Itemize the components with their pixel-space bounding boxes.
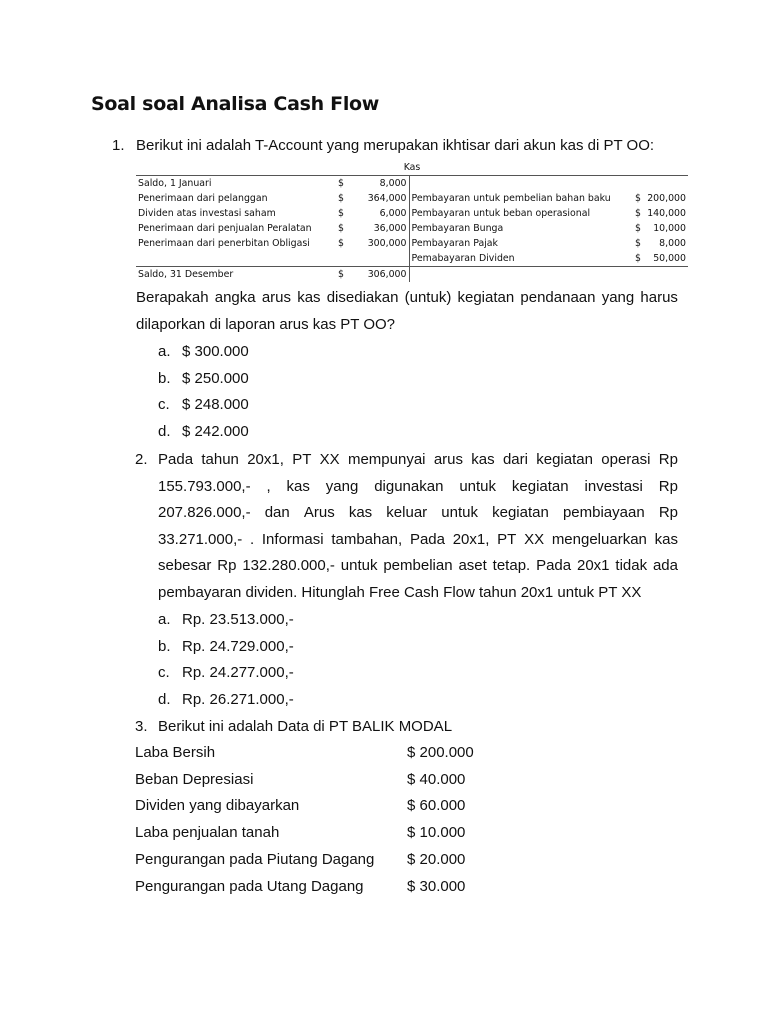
question-2-word: Rp: [658, 477, 678, 495]
data-label: Laba penjualan tanah: [135, 824, 280, 842]
option-text: Rp. 26.271.000,-: [182, 691, 294, 709]
kas-table: [136, 175, 688, 282]
credit-currency: $: [635, 193, 641, 204]
credit-currency: $: [635, 223, 641, 234]
option-letter: a.: [158, 343, 171, 360]
question-2-word: 155.793.000,-: [158, 477, 251, 495]
kas-row: [136, 191, 688, 206]
answer-option: [158, 370, 249, 387]
kas-row: [136, 251, 688, 267]
question-1-word: kas: [297, 289, 321, 306]
ending-empty-amount: [645, 267, 688, 283]
question-2-word: kegiatan: [511, 477, 569, 495]
question-2-word: Pada: [409, 530, 445, 548]
question-1-text-line-1: [136, 289, 678, 306]
data-row: [135, 797, 466, 815]
data-label: Pengurangan pada Utang Dagang: [135, 877, 364, 895]
question-2-word: Rp: [217, 557, 237, 575]
ending-label: Saldo, 31 Desember: [136, 267, 336, 283]
question-2-word: dan: [264, 504, 290, 522]
question-2-word: untuk: [441, 504, 478, 522]
document-title: Soal soal Analisa Cash Flow: [91, 93, 380, 115]
question-2-word: 20x1,: [247, 451, 284, 468]
question-2-word: Informasi: [261, 530, 324, 548]
question-2-text-last-line: pembayaran dividen. Hitunglah Free Cash Flow tahun 20x1 untuk PT XX: [158, 584, 642, 601]
data-label: Laba Bersih: [135, 744, 216, 761]
option-text: $ 248.000: [182, 396, 249, 414]
debit-currency: $: [336, 176, 358, 192]
credit-currency: [633, 176, 645, 192]
ending-amount: 306,000: [358, 267, 409, 283]
question-2-text-line: [158, 557, 678, 574]
question-2-word: Rp: [658, 451, 678, 468]
debit-amount: 36,000: [358, 221, 409, 236]
data-row: [135, 824, 466, 842]
question-2-word: aset: [458, 557, 487, 575]
option-letter: c.: [158, 396, 170, 414]
data-label: Pengurangan pada Piutang Dagang: [135, 850, 375, 868]
answer-option: [158, 423, 249, 440]
ending-currency: $: [336, 267, 358, 283]
kas-row: [136, 206, 688, 221]
question-1-intro: Berikut ini adalah T-Account yang merupakan ikhtisar dari akun kas di PT OO:: [136, 137, 655, 154]
question-2-word: yang: [325, 477, 359, 495]
question-1-word: Berapakah: [136, 289, 209, 306]
data-value: $ 10.000: [407, 824, 466, 842]
ending-empty-currency: [633, 267, 645, 283]
question-3-intro: Berikut ini adalah Data di PT BALIK MODAL: [158, 718, 453, 735]
question-2-word: tahun: [201, 451, 239, 468]
question-2-word: mempunyai: [347, 451, 426, 468]
question-2-text-line: [158, 451, 678, 468]
debit-currency: $: [338, 223, 344, 234]
debit-label: Penerimaan dari penjualan Peralatan: [138, 223, 312, 234]
question-2-word: kegiatan: [536, 451, 593, 468]
question-2-word: 20x1: [577, 557, 610, 575]
question-2-word: untuk: [340, 557, 378, 575]
answer-option: [158, 396, 249, 413]
credit-amount: 8,000: [659, 238, 686, 249]
debit-currency: $: [338, 193, 344, 204]
option-text: $ 242.000: [182, 423, 249, 441]
data-row: [135, 850, 466, 868]
question-1-word: kegiatan: [457, 289, 515, 306]
credit-amount: [645, 176, 688, 192]
debit-currency: [336, 251, 358, 267]
question-2-word: 33.271.000,-: [158, 530, 243, 548]
option-letter: d.: [158, 423, 171, 441]
data-value: $ 20.000: [407, 850, 466, 868]
option-letter: b.: [158, 637, 171, 655]
data-label: Dividen yang dibayarkan: [135, 797, 300, 815]
kas-t-account: [136, 160, 688, 282]
option-letter: a.: [158, 611, 171, 628]
question-2-word: Pada: [536, 557, 572, 575]
question-1-text-line-2: dilaporkan di laporan arus kas PT OO?: [136, 316, 396, 333]
question-2-word: PT: [497, 530, 517, 548]
question-2-word: arus: [433, 451, 463, 468]
kas-row: [136, 236, 688, 251]
option-text: $ 250.000: [182, 369, 249, 387]
question-2-word: PT: [292, 451, 312, 468]
question-3-number: 3.: [135, 718, 148, 735]
question-1-word: angka: [214, 289, 256, 306]
question-2-word: ,: [266, 477, 271, 495]
credit-label: Pembayaran untuk pembelian bahan baku: [411, 193, 611, 204]
credit-amount: 10,000: [653, 223, 686, 234]
question-2-word: .: [249, 530, 255, 548]
debit-amount: 6,000: [358, 206, 409, 221]
data-value: $ 200.000: [407, 744, 474, 761]
question-2-word: tetap.: [492, 557, 531, 575]
question-2-word: tambahan,: [331, 530, 403, 548]
question-2-word: 20x1,: [452, 530, 490, 548]
question-2-word: dari: [502, 451, 528, 468]
question-1-number: 1.: [112, 137, 125, 154]
answer-option: [158, 638, 294, 655]
kas-row: [136, 221, 688, 236]
question-2-word: untuk: [459, 477, 497, 495]
data-row: [135, 877, 466, 895]
question-2-word: kas: [348, 504, 373, 522]
question-2-word: Arus: [303, 504, 335, 522]
kas-ending-row: [136, 267, 688, 283]
debit-amount: [358, 251, 409, 267]
option-letter: b.: [158, 369, 171, 387]
question-2-word: digunakan: [374, 477, 444, 495]
question-2-word: XX: [524, 530, 545, 548]
debit-amount: 300,000: [358, 236, 409, 251]
option-text: $ 300.000: [182, 343, 249, 360]
question-2-text-line: [158, 478, 678, 495]
question-2-word: 207.826.000,-: [158, 504, 251, 522]
question-2-word: kas: [654, 530, 678, 548]
option-letter: c.: [158, 664, 170, 682]
question-2-word: 132.280.000,-: [242, 557, 335, 575]
answer-option: [158, 664, 294, 681]
answer-option: [158, 691, 294, 708]
credit-label: Pembayaran untuk beban operasional: [411, 208, 591, 219]
debit-label: Penerimaan dari penerbitan Obligasi: [138, 238, 310, 249]
data-row: [135, 770, 466, 788]
answer-option: [158, 611, 294, 628]
question-2-word: kas: [471, 451, 495, 468]
question-2-text-line: [158, 504, 678, 521]
question-2-word: kegiatan: [492, 504, 549, 522]
question-2-word: mengeluarkan: [551, 530, 647, 548]
question-2-word: operasi: [601, 451, 651, 468]
credit-currency: $: [635, 238, 641, 249]
ending-empty-label: [409, 267, 633, 283]
debit-label: Penerimaan dari pelanggan: [138, 193, 268, 204]
question-2-text-line: [158, 531, 678, 548]
credit-currency: $: [635, 208, 641, 219]
data-row: [135, 744, 474, 761]
question-2-word: kas: [286, 477, 310, 495]
credit-label: Pemabayaran Dividen: [411, 253, 515, 264]
debit-label: [136, 251, 336, 267]
question-1-word: arus: [261, 289, 291, 306]
debit-label: Dividen atas investasi saham: [138, 208, 276, 219]
question-2-word: sebesar: [158, 557, 212, 575]
question-2-word: ada: [652, 557, 678, 575]
data-label: Beban Depresiasi: [135, 770, 254, 788]
credit-label: Pembayaran Pajak: [411, 238, 498, 249]
credit-amount: 140,000: [647, 208, 686, 219]
debit-amount: 8,000: [358, 176, 409, 192]
question-2-word: keluar: [386, 504, 428, 522]
debit-label: Saldo, 1 Januari: [136, 176, 336, 192]
option-text: Rp. 24.729.000,-: [182, 637, 294, 655]
question-1-word: (untuk): [404, 289, 452, 306]
credit-currency: $: [635, 253, 641, 264]
data-value: $ 60.000: [407, 797, 466, 815]
question-2-word: tidak: [615, 557, 648, 575]
question-2-word: pembelian: [383, 557, 453, 575]
debit-currency: $: [338, 208, 344, 219]
question-2-number: 2.: [135, 451, 148, 468]
question-2-word: XX: [319, 451, 340, 468]
option-text: Rp. 24.277.000,-: [182, 664, 294, 682]
question-2-word: investasi: [584, 477, 643, 495]
data-value: $ 30.000: [407, 877, 466, 895]
kas-row: [136, 176, 688, 192]
question-2-word: Pada: [158, 451, 194, 468]
debit-currency: $: [338, 238, 344, 249]
debit-amount: 364,000: [358, 191, 409, 206]
question-1-word: harus: [640, 289, 678, 306]
option-text: Rp. 23.513.000,-: [182, 611, 294, 628]
credit-amount: 50,000: [653, 253, 686, 264]
credit-label: Pembayaran Bunga: [411, 223, 504, 234]
kas-account-title: Kas: [403, 162, 421, 173]
option-letter: d.: [158, 691, 171, 709]
credit-amount: 200,000: [647, 193, 686, 204]
question-2-word: Rp: [658, 504, 678, 522]
question-1-word: yang: [601, 289, 635, 306]
question-2-word: pembiayaan: [562, 504, 645, 522]
data-value: $ 40.000: [407, 770, 466, 788]
question-1-word: pendanaan: [520, 289, 596, 306]
credit-label: [409, 176, 633, 192]
answer-option: [158, 343, 249, 360]
question-1-word: disediakan: [326, 289, 399, 306]
